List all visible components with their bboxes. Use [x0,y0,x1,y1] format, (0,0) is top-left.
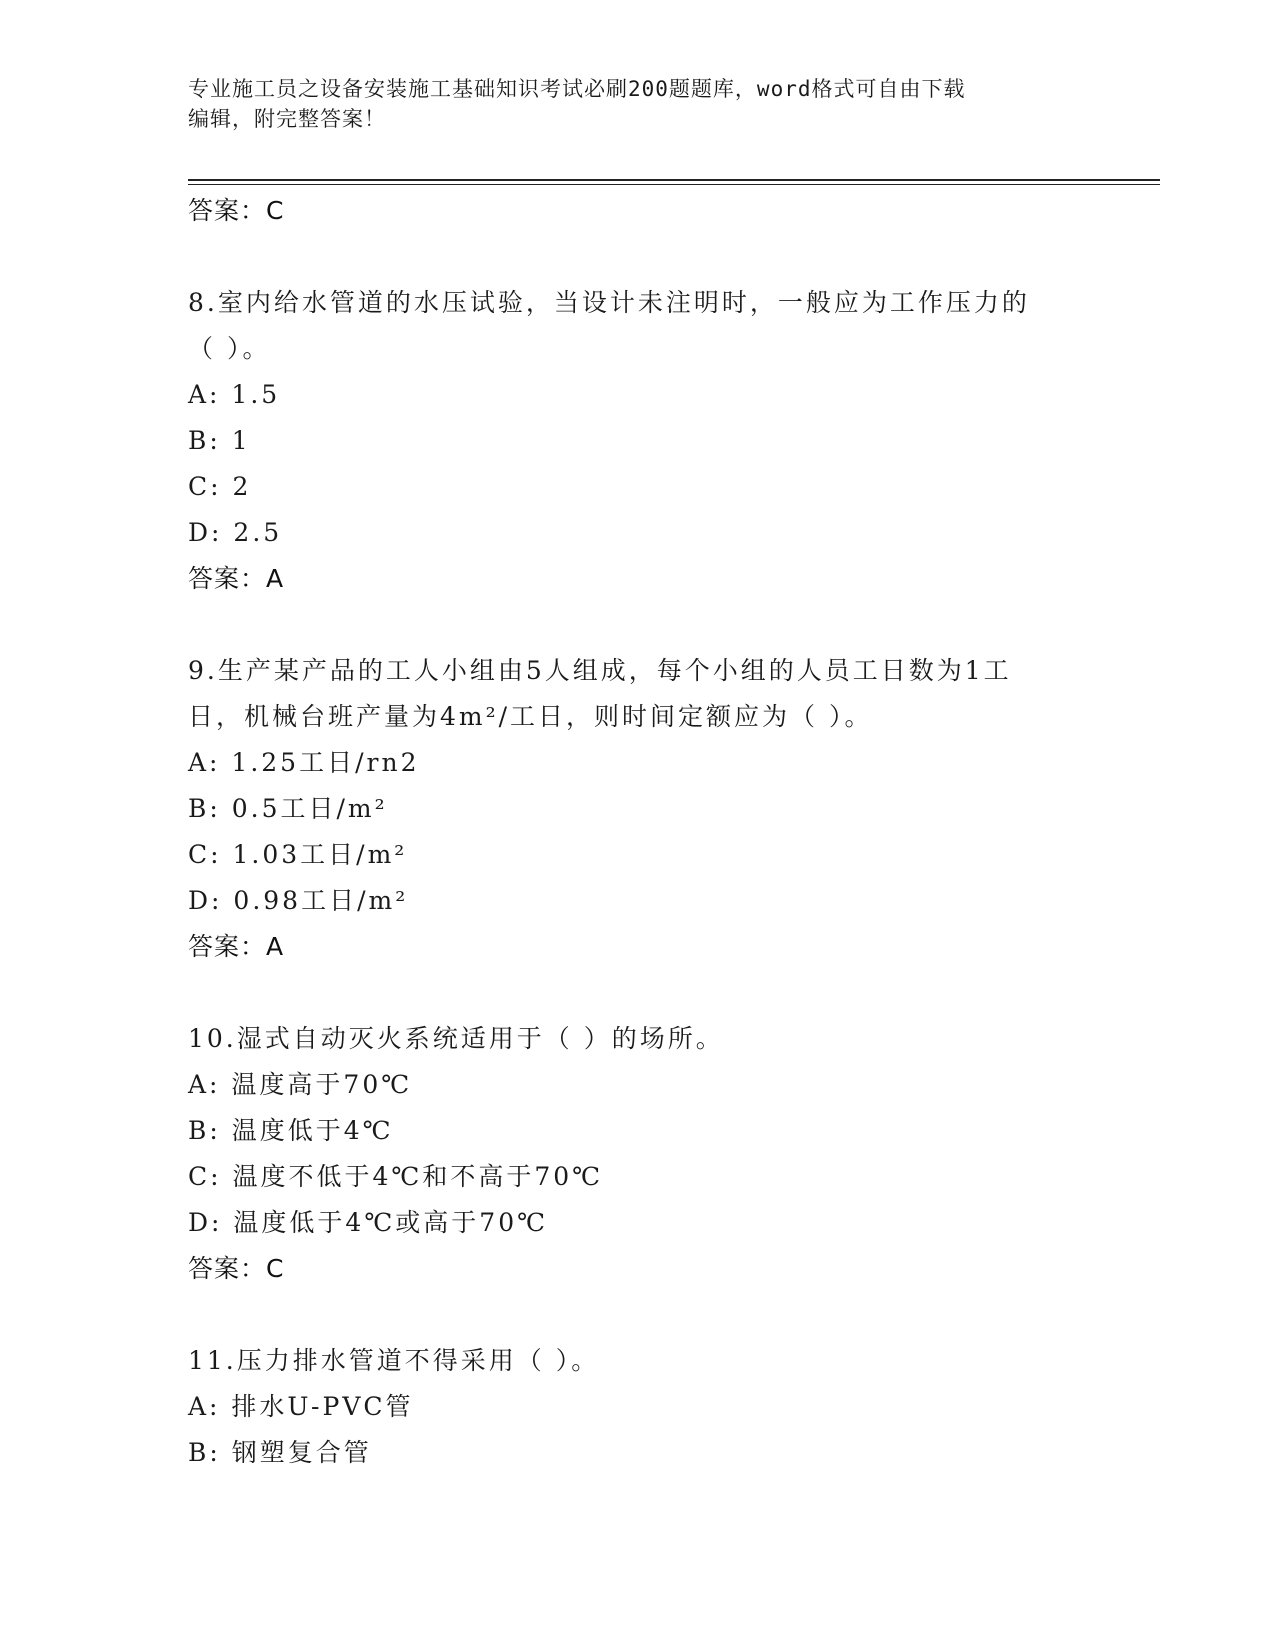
spacer [188,970,1068,1016]
question-stem-line: （ ）。 [188,334,271,363]
previous-answer: 答案：C [188,196,285,225]
answer-line: 答案：A [188,564,285,593]
header-line-2: 编辑，附完整答案！ [188,107,386,131]
answer-line: 答案：C [188,1254,285,1283]
document-header [188,74,1068,134]
option-a: A: 排水U-PVC管 [188,1392,414,1421]
question-stem-line: 11.压力排水管道不得采用（ ）。 [188,1346,600,1375]
option-b: B: 温度低于4℃ [188,1116,394,1145]
option-b: B: 1 [188,426,251,455]
question-stem-line: 9.生产某产品的工人小组由5人组成，每个小组的人员工日数为1工 [188,656,1012,685]
question-stem-line: 日，机械台班产量为4m²/工日，则时间定额应为（ ）。 [188,702,873,731]
answer-line: 答案：A [188,932,285,961]
question-stem-line: 10.湿式自动灭火系统适用于（ ）的场所。 [188,1024,724,1053]
option-a: A: 1.25工日/rn2 [188,748,420,777]
question-8 [188,280,1068,602]
header-line-1: 专业施工员之设备安装施工基础知识考试必刷200题题库，word格式可自由下载 [188,77,966,101]
spacer [188,1292,1068,1338]
option-d: D: 0.98工日/m² [188,886,409,915]
option-c: C: 1.03工日/m² [188,840,408,869]
spacer [188,602,1068,648]
question-stem-line: 8.室内给水管道的水压试验，当设计未注明时，一般应为工作压力的 [188,288,1030,317]
header-rule-thin [188,184,1160,185]
spacer [188,234,1068,280]
question-list [188,188,1068,1476]
question-9 [188,648,1068,970]
question-11 [188,1338,1068,1476]
option-d: D: 2.5 [188,518,283,547]
option-d: D: 温度低于4℃或高于70℃ [188,1208,549,1237]
option-c: C: 温度不低于4℃和不高于70℃ [188,1162,604,1191]
option-b: B: 0.5工日/m² [188,794,388,823]
option-a: A: 1.5 [188,380,281,409]
header-rule-thick [188,179,1160,181]
option-c: C: 2 [188,472,252,501]
option-b: B: 钢塑复合管 [188,1438,372,1467]
option-a: A: 温度高于70℃ [188,1070,413,1099]
question-10 [188,1016,1068,1292]
